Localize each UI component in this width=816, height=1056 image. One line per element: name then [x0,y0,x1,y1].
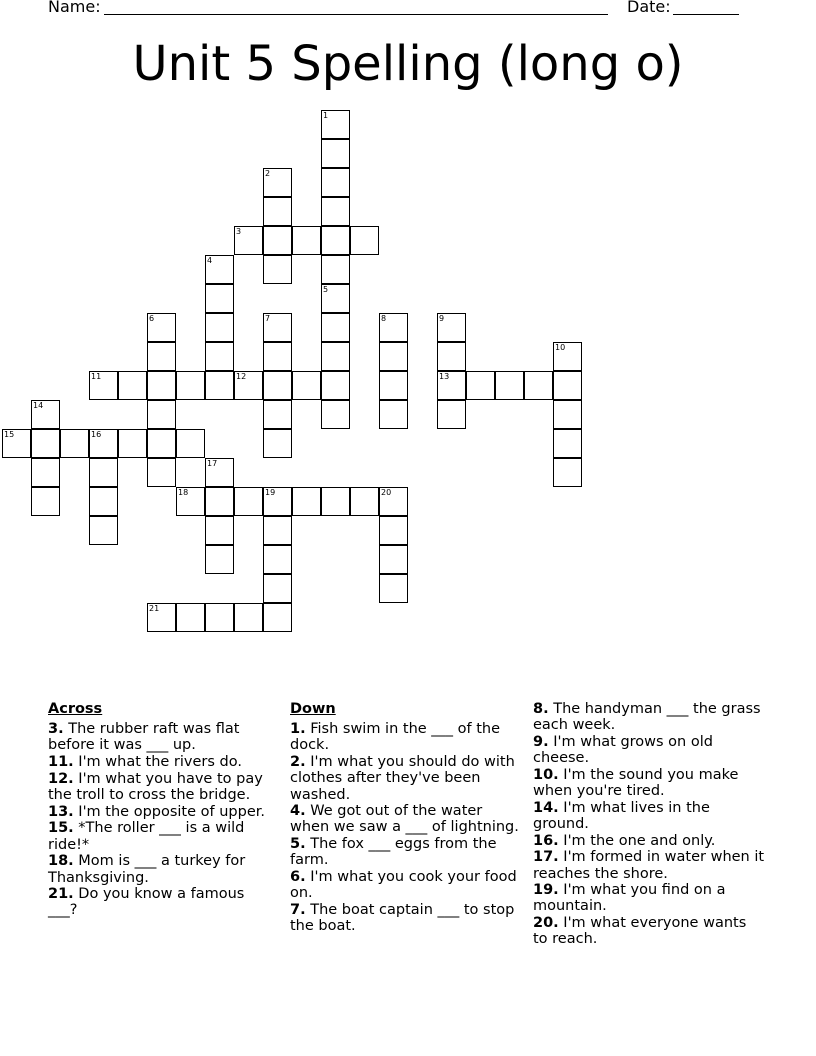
clue-number: 21 [149,604,160,613]
grid-cell[interactable] [263,545,292,574]
grid-cell[interactable] [263,168,292,197]
clue-text: The rubber raft was flat before it was ___ up. [48,721,240,754]
grid-cell[interactable] [292,371,321,400]
grid-cell[interactable] [147,313,176,342]
grid-cell[interactable] [553,342,582,371]
clue-num: 3. [48,721,64,738]
grid-cell[interactable] [147,371,176,400]
grid-cell[interactable] [147,603,176,632]
clue-num: 11. [48,754,74,771]
clue-number: 5 [323,285,329,294]
clue-item [533,701,765,733]
grid-cell[interactable] [89,429,118,458]
clue-item [533,767,765,799]
clue-item [48,721,273,753]
grid-cell[interactable] [263,574,292,603]
clue-item [48,771,273,803]
grid-cell[interactable] [321,342,350,371]
clue-item [533,734,765,766]
grid-cell[interactable] [147,342,176,371]
grid-cell[interactable] [350,226,379,255]
clue-item [290,803,522,835]
grid-cell[interactable] [205,603,234,632]
grid-cell[interactable] [321,371,350,400]
clue-number: 16 [91,430,102,439]
clue-item [290,902,522,934]
down-clue-list-continued [533,701,765,948]
grid-cell[interactable] [321,168,350,197]
grid-cell[interactable] [437,313,466,342]
clue-text: We got out of the water when we saw a ___ of lightning. [290,803,519,836]
clue-text: I'm what you have to pay the troll to cross the bridge. [48,770,263,804]
grid-cell[interactable] [379,400,408,429]
clue-number: 19 [265,488,276,497]
clue-number: 20 [381,488,392,497]
grid-cell[interactable] [60,429,89,458]
grid-cell[interactable] [205,516,234,545]
grid-cell[interactable] [205,458,234,487]
clue-item [48,754,273,770]
clue-item [48,886,273,918]
grid-cell[interactable] [89,516,118,545]
clue-num: 10. [533,766,559,783]
grid-cell[interactable] [176,429,205,458]
clue-number: 8 [381,314,387,323]
grid-cell[interactable] [31,487,60,516]
clue-num: 1. [290,721,306,738]
clue-text: I'm what lives in the ground. [533,799,710,832]
clue-num: 18. [48,853,74,870]
grid-cell[interactable] [263,516,292,545]
grid-cell[interactable] [321,313,350,342]
grid-cell[interactable] [147,458,176,487]
grid-cell[interactable] [379,545,408,574]
clue-text: I'm formed in water when it reaches the shore. [533,849,765,882]
grid-cell[interactable] [379,313,408,342]
grid-cell[interactable] [495,371,524,400]
clue-number: 13 [439,372,450,381]
grid-cell[interactable] [379,487,408,516]
grid-cell[interactable] [263,313,292,342]
down-clues [290,701,522,935]
grid-cell[interactable] [263,226,292,255]
clue-num: 19. [533,882,559,899]
grid-cell[interactable] [31,400,60,429]
grid-cell[interactable] [321,400,350,429]
clue-number: 2 [265,169,271,178]
grid-cell[interactable] [89,371,118,400]
clue-number: 10 [555,343,566,352]
down-clue-list [290,721,522,934]
clue-number: 18 [178,488,189,497]
clue-text: I'm the sound you make when you're tired. [533,766,739,800]
clue-num: 13. [48,803,74,820]
clue-text: I'm what grows on old cheese. [533,733,713,767]
grid-cell[interactable] [205,313,234,342]
grid-cell[interactable] [292,226,321,255]
clue-number: 15 [4,430,15,439]
grid-cell[interactable] [2,429,31,458]
grid-cell[interactable] [553,400,582,429]
grid-cell[interactable] [205,342,234,371]
grid-cell[interactable] [292,487,321,516]
grid-cell[interactable] [321,110,350,139]
grid-cell[interactable] [205,545,234,574]
grid-cell[interactable] [205,284,234,313]
grid-cell[interactable] [321,284,350,313]
grid-cell[interactable] [234,226,263,255]
grid-cell[interactable] [553,371,582,400]
grid-cell[interactable] [263,342,292,371]
grid-cell[interactable] [147,429,176,458]
clue-number: 14 [33,401,44,410]
across-clues [48,701,273,919]
clue-item [290,721,522,753]
grid-cell[interactable] [350,487,379,516]
grid-cell[interactable] [321,255,350,284]
grid-cell[interactable] [31,429,60,458]
clue-item [533,800,765,832]
clue-num: 8. [533,701,549,717]
across-clue-list [48,721,273,918]
grid-cell[interactable] [118,371,147,400]
grid-cell[interactable] [176,603,205,632]
grid-cell[interactable] [466,371,495,400]
grid-cell[interactable] [553,458,582,487]
clue-text: I'm what you cook your food on. [290,869,517,902]
grid-cell[interactable] [379,516,408,545]
grid-cell[interactable] [321,487,350,516]
clue-item [48,804,273,820]
down-heading: Down [290,701,336,717]
clue-number: 12 [236,372,247,381]
clue-num: 6. [290,869,306,886]
grid-cell[interactable] [437,371,466,400]
grid-cell[interactable] [263,400,292,429]
clue-number: 3 [236,227,242,236]
clue-text: I'm what you find on a mountain. [533,882,726,915]
clue-num: 9. [533,733,549,750]
clue-item [533,882,765,914]
clue-item [290,836,522,868]
clue-text: I'm what everyone wants to reach. [533,915,747,948]
down-clues-continued [533,701,765,948]
clue-num: 7. [290,901,306,918]
clue-num: 5. [290,836,306,853]
clue-num: 4. [290,803,306,820]
clue-text: The fox ___ eggs from the farm. [290,836,497,869]
clue-text: Do you know a famous ___? [48,886,245,919]
clue-number: 6 [149,314,155,323]
grid-cell[interactable] [234,603,263,632]
clue-item [290,754,522,803]
grid-cell[interactable] [524,371,553,400]
grid-cell[interactable] [89,487,118,516]
clue-item [533,915,765,947]
clue-num: 17. [533,849,559,866]
grid-cell[interactable] [176,487,205,516]
grid-cell[interactable] [176,371,205,400]
clue-item [48,820,273,852]
clue-text: I'm what the rivers do. [78,754,242,771]
grid-cell[interactable] [321,226,350,255]
clue-num: 15. [48,820,74,837]
grid-cell[interactable] [263,429,292,458]
grid-cell[interactable] [263,371,292,400]
clue-text: I'm the opposite of upper. [78,803,265,820]
puzzle-title: Unit 5 Spelling (long o) [132,36,684,92]
clue-num: 21. [48,886,74,903]
name-label: Name: [48,0,101,16]
grid-cell[interactable] [553,429,582,458]
grid-cell[interactable] [379,342,408,371]
clue-item [290,869,522,901]
grid-cell[interactable] [437,342,466,371]
clue-number: 9 [439,314,445,323]
date-label: Date: [627,0,671,16]
clue-text: The handyman ___ the grass each week. [533,701,761,734]
grid-cell[interactable] [437,400,466,429]
grid-cell[interactable] [147,400,176,429]
clue-num: 16. [533,832,559,849]
grid-cell[interactable] [118,429,147,458]
grid-cell[interactable] [263,487,292,516]
grid-cell[interactable] [89,458,118,487]
clue-text: *The roller ___ is a wild ride!* [48,820,245,853]
grid-cell[interactable] [31,458,60,487]
clue-number: 17 [207,459,218,468]
grid-cell[interactable] [321,139,350,168]
grid-cell[interactable] [321,197,350,226]
grid-cell[interactable] [263,603,292,632]
grid-cell[interactable] [234,371,263,400]
grid-cell[interactable] [205,487,234,516]
clue-text: Mom is ___ a turkey for Thanksgiving. [48,853,246,886]
clue-number: 11 [91,372,102,381]
grid-cell[interactable] [234,487,263,516]
clue-num: 20. [533,915,559,932]
clue-num: 12. [48,770,74,787]
clue-text: The boat captain ___ to stop the boat. [290,901,515,935]
clue-number: 7 [265,314,271,323]
clue-text: I'm the one and only. [563,832,716,849]
grid-cell[interactable] [205,255,234,284]
grid-cell[interactable] [263,197,292,226]
grid-cell[interactable] [379,371,408,400]
clue-number: 4 [207,256,213,265]
grid-cell[interactable] [205,371,234,400]
clue-number: 1 [323,111,329,120]
clue-num: 2. [290,754,306,771]
clue-num: 14. [533,799,559,816]
clue-text: I'm what you should do with clothes after they've been washed. [290,754,515,803]
grid-cell[interactable] [263,255,292,284]
across-heading: Across [48,701,103,717]
clue-item [533,833,765,849]
clue-item [48,853,273,885]
clue-item [533,849,765,881]
clue-text: Fish swim in the ___ of the dock. [290,721,501,754]
grid-cell[interactable] [379,574,408,603]
